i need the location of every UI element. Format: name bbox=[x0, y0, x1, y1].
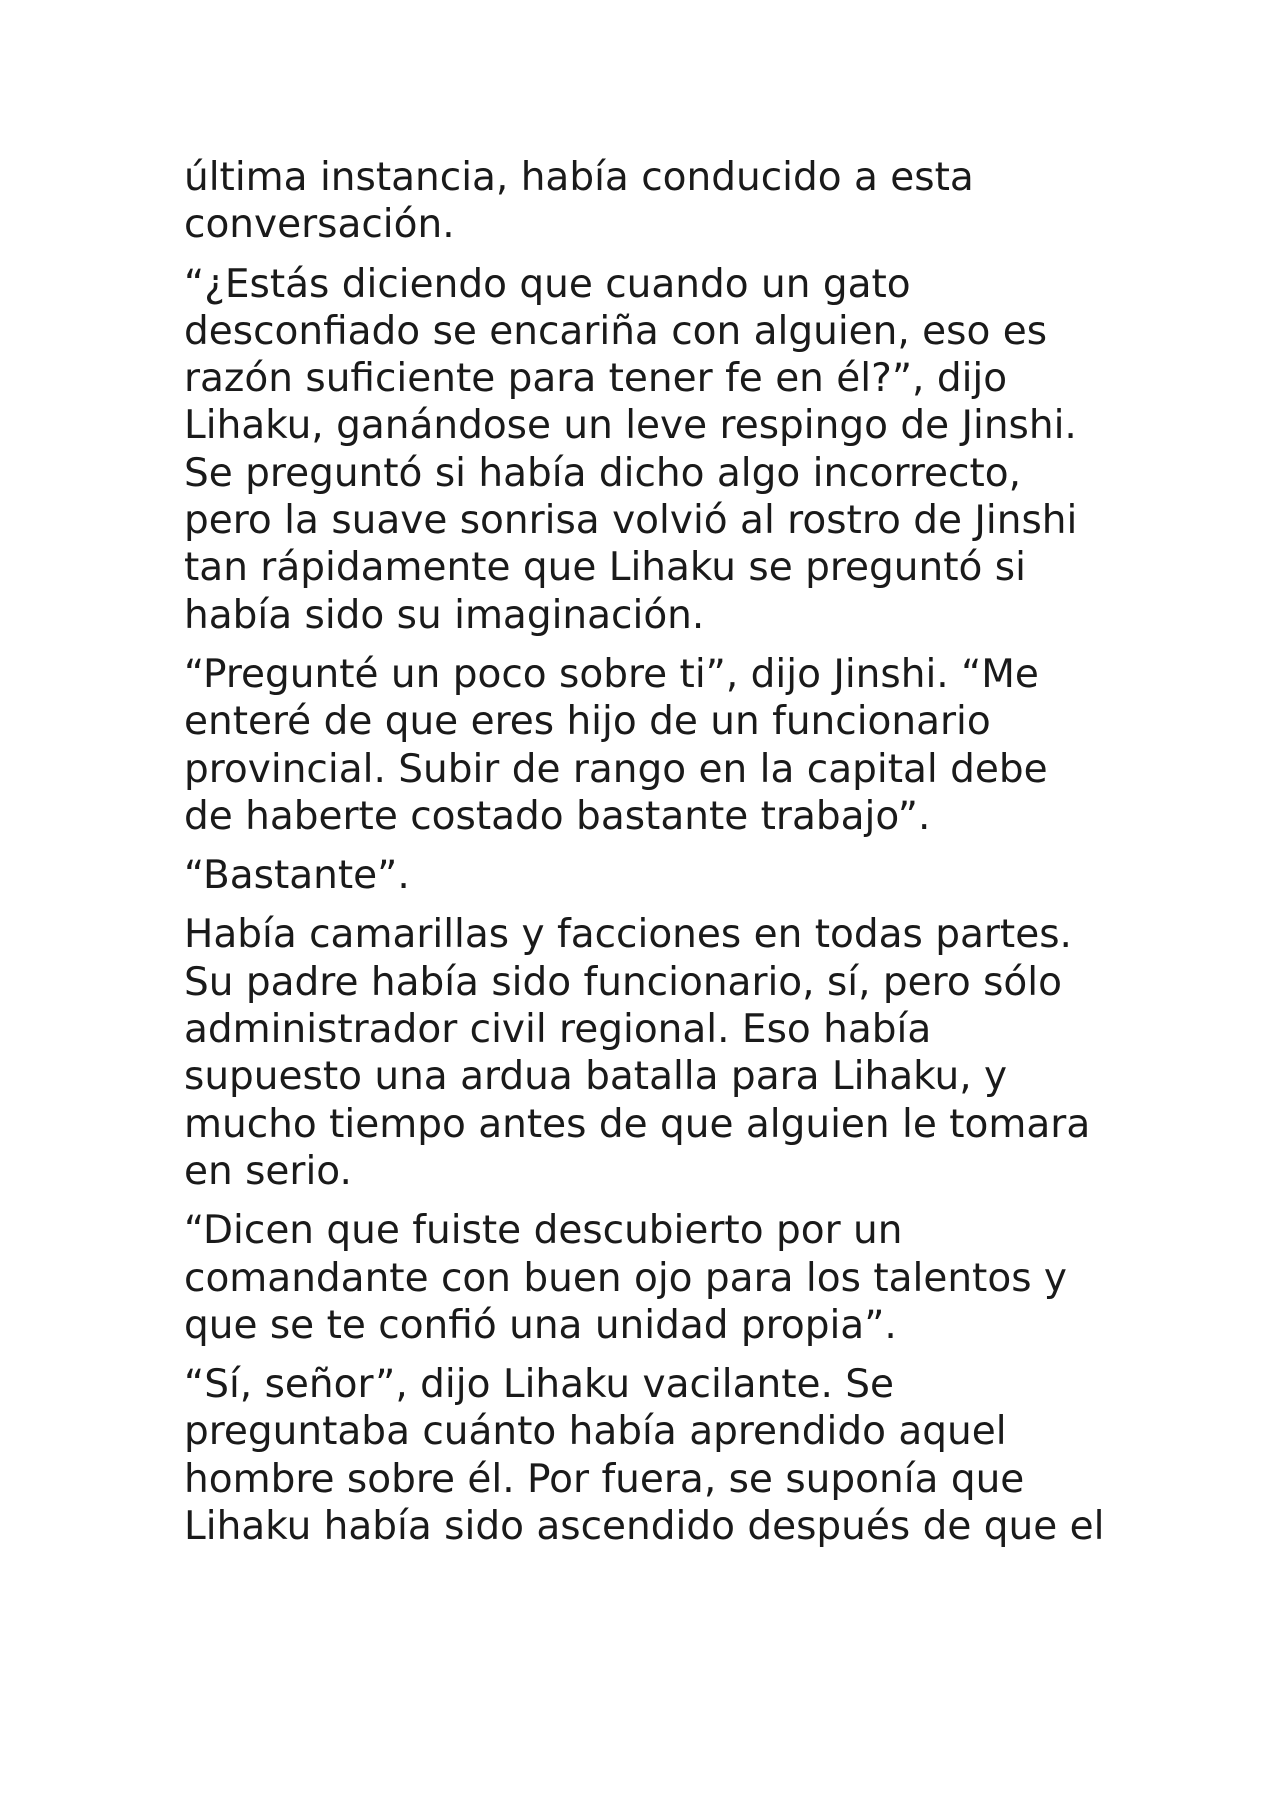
text-line: Lihaku, ganándose un leve respingo de Jinshi. bbox=[184, 403, 1077, 449]
text-line: tan rápidamente que Lihaku se preguntó si bbox=[184, 545, 1026, 591]
text-line: última instancia, había conducido a esta bbox=[184, 155, 974, 200]
text-line: “Sí, señor”, dijo Lihaku vacilante. Se bbox=[184, 1362, 895, 1408]
text-line: “Dicen que fuiste descubierto por un bbox=[184, 1208, 903, 1254]
text-line: razón suficiente para tener fe en él?”, dijo bbox=[184, 356, 1008, 402]
text-line: Había camarillas y facciones en todas partes. bbox=[184, 912, 1072, 958]
text-line: en serio. bbox=[184, 1148, 352, 1194]
text-line: preguntaba cuánto había aprendido aquel bbox=[184, 1409, 1007, 1455]
text-line: administrador civil regional. Eso había bbox=[184, 1007, 932, 1053]
text-line: de haberte costado bastante trabajo”. bbox=[184, 793, 931, 839]
text-line: Su padre había sido funcionario, sí, pero sólo bbox=[184, 959, 1062, 1005]
text-line: había sido su imaginación. bbox=[184, 592, 705, 638]
text-line: supuesto una ardua batalla para Lihaku, y bbox=[184, 1054, 1008, 1100]
paragraph-1 bbox=[184, 154, 1114, 249]
text-line: pero la suave sonrisa volvió al rostro de Jinshi bbox=[184, 498, 1078, 544]
text-line: hombre sobre él. Por fuera, se suponía que bbox=[184, 1456, 1025, 1502]
text-line: mucho tiempo antes de que alguien le tomara bbox=[184, 1101, 1091, 1147]
text-line: Lihaku había sido ascendido después de que el bbox=[184, 1504, 1105, 1550]
text-line: provincial. Subir de rango en la capital debe bbox=[184, 746, 1048, 792]
paragraph-5 bbox=[184, 911, 1114, 1195]
text-line: conversación. bbox=[184, 202, 455, 248]
text-line: “¿Estás diciendo que cuando un gato bbox=[184, 261, 911, 307]
paragraph-2 bbox=[184, 261, 1114, 639]
text-line: enteré de que eres hijo de un funcionario bbox=[184, 699, 991, 745]
paragraph-4 bbox=[184, 852, 1114, 899]
text-line: “Pregunté un poco sobre ti”, dijo Jinshi. “Me bbox=[184, 651, 1039, 697]
text-line: que se te confió una unidad propia”. bbox=[184, 1302, 897, 1348]
text-line: “Bastante”. bbox=[184, 853, 410, 899]
text-line: comandante con buen ojo para los talentos y bbox=[184, 1255, 1068, 1301]
text-line: desconfiado se encariña con alguien, eso es bbox=[184, 308, 1048, 354]
text-column bbox=[184, 154, 1114, 1562]
paragraph-7 bbox=[184, 1361, 1114, 1550]
text-line: Se preguntó si había dicho algo incorrecto, bbox=[184, 450, 1021, 496]
paragraph-3 bbox=[184, 651, 1114, 840]
paragraph-6 bbox=[184, 1207, 1114, 1349]
